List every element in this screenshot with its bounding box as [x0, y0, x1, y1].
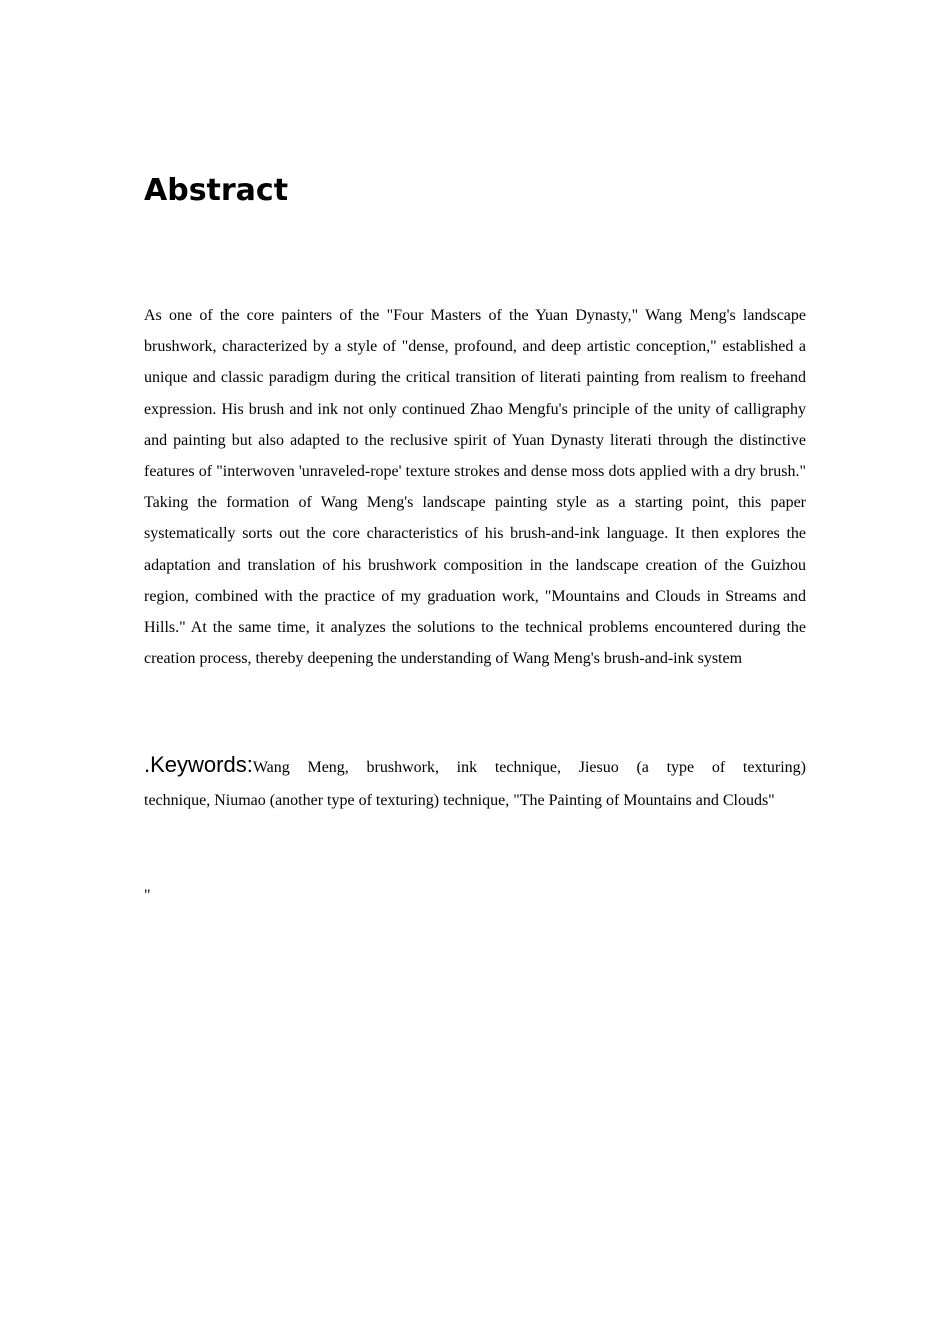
trailing-quote-mark: " — [144, 887, 151, 904]
abstract-heading: Abstract — [144, 173, 289, 208]
keywords-first-line — [144, 744, 806, 785]
keywords-list-part1: Wang Meng, brushwork, ink technique, Jiesuo (a type of texturing) — [252, 759, 806, 776]
keywords-block — [144, 744, 806, 816]
abstract-paragraph: As one of the core painters of the "Four Masters of the Yuan Dynasty," Wang Meng's landscape brushwork, characterized by a style of "dense, profound, and deep artistic conception," established a unique and classic paradigm during the critical transition of literati painting from realism to freehand expression. His brush and ink not only continued Zhao Mengfu's principle of the unity of calligraphy and painting but also adapted to the reclusive spirit of Yuan Dynasty literati through the distinctive features of "interwoven 'unraveled-rope' texture strokes and dense moss dots applied with a dry brush." Taking the formation of Wang Meng's landscape painting style as a starting point, this paper systematically sorts out the core characteristics of his brush-and-ink language. It then explores the adaptation and translation of his brushwork composition in the landscape creation of the Guizhou region, combined with the practice of my graduation work, "Mountains and Clouds in Streams and Hills." At the same time, it analyzes the solutions to the technical problems encountered during the creation process, thereby deepening the understanding of Wang Meng's brush-and-ink system — [144, 307, 806, 668]
keywords-label: .Keywords: — [144, 752, 253, 777]
keywords-list-part2: technique, Niumao (another type of texturing) technique, "The Painting of Mountains and Clouds" — [144, 792, 775, 809]
